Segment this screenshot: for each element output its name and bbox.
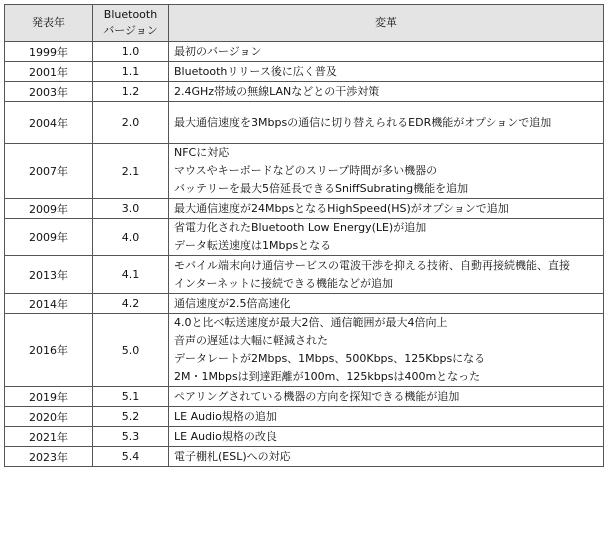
change-line: バッテリーを最大5倍延長できるSniffSubrating機能を追加 xyxy=(174,182,469,195)
cell-version: 4.2 xyxy=(93,294,169,314)
table-row xyxy=(5,407,604,427)
change-line: Bluetoothリリース後に広く普及 xyxy=(174,64,337,78)
header-version xyxy=(93,5,169,42)
cell-version: 4.1 xyxy=(93,256,169,294)
cell-change xyxy=(169,42,604,62)
header-version-line1: Bluetooth xyxy=(103,8,158,21)
change-line: ペアリングされている機器の方向を探知できる機能が追加 xyxy=(174,389,460,403)
cell-year: 2009年 xyxy=(5,199,93,219)
cell-version: 1.1 xyxy=(93,62,169,82)
cell-change xyxy=(169,447,604,467)
cell-version: 1.2 xyxy=(93,82,169,102)
cell-version: 5.0 xyxy=(93,314,169,387)
change-line: 2M・1Mbpsは到達距離が100m、125kbpsは400mとなった xyxy=(174,370,481,383)
cell-change xyxy=(169,144,604,199)
cell-version: 4.0 xyxy=(93,219,169,256)
header-year: 発表年 xyxy=(5,5,93,42)
change-line: インターネットに接続できる機能などが追加 xyxy=(174,276,394,290)
table-row xyxy=(5,256,604,294)
cell-year: 2020年 xyxy=(5,407,93,427)
cell-change xyxy=(169,387,604,407)
bluetooth-version-table xyxy=(4,4,604,467)
cell-version: 1.0 xyxy=(93,42,169,62)
change-line: 音声の遅延は大幅に軽減された xyxy=(174,334,328,347)
cell-change xyxy=(169,219,604,256)
change-line: LE Audio規格の追加 xyxy=(174,409,277,423)
cell-version: 3.0 xyxy=(93,199,169,219)
table-header xyxy=(5,5,604,42)
cell-version: 5.3 xyxy=(93,427,169,447)
cell-year: 2013年 xyxy=(5,256,93,294)
table-row xyxy=(5,82,604,102)
header-version-line2: バージョン xyxy=(103,24,158,37)
cell-version: 5.4 xyxy=(93,447,169,467)
table-body xyxy=(5,42,604,467)
cell-change xyxy=(169,82,604,102)
cell-version: 2.0 xyxy=(93,102,169,144)
cell-change xyxy=(169,314,604,387)
table-row xyxy=(5,102,604,144)
table-row xyxy=(5,62,604,82)
table-row xyxy=(5,447,604,467)
cell-change xyxy=(169,256,604,294)
cell-year: 2003年 xyxy=(5,82,93,102)
cell-year: 2009年 xyxy=(5,219,93,256)
cell-year: 2023年 xyxy=(5,447,93,467)
change-line: 最初のバージョン xyxy=(174,44,262,58)
change-line: 電子棚札(ESL)への対応 xyxy=(174,449,291,463)
change-line: 省電力化されたBluetooth Low Energy(LE)が追加 xyxy=(174,221,427,234)
change-line: 2.4GHz帯域の無線LANなどとの干渉対策 xyxy=(174,84,380,98)
cell-year: 2016年 xyxy=(5,314,93,387)
table-row xyxy=(5,427,604,447)
change-line: NFCに対応 xyxy=(174,146,230,159)
cell-year: 2019年 xyxy=(5,387,93,407)
table-row xyxy=(5,199,604,219)
cell-year: 2007年 xyxy=(5,144,93,199)
cell-year: 2001年 xyxy=(5,62,93,82)
change-line: データレートが2Mbps、1Mbps、500Kbps、125Kbpsになる xyxy=(174,352,486,365)
table-row xyxy=(5,219,604,256)
header-row xyxy=(5,5,604,42)
change-line: LE Audio規格の改良 xyxy=(174,429,277,443)
change-line: マウスやキーボードなどのスリープ時間が多い機器の xyxy=(174,164,438,177)
change-line: 4.0と比べ転送速度が最大2倍、通信範囲が最大4倍向上 xyxy=(174,316,448,329)
cell-change xyxy=(169,199,604,219)
cell-change xyxy=(169,407,604,427)
cell-version: 5.2 xyxy=(93,407,169,427)
table-row xyxy=(5,387,604,407)
cell-change xyxy=(169,62,604,82)
cell-year: 2004年 xyxy=(5,102,93,144)
change-line: 最大通信速度を3Mbpsの通信に切り替えられるEDR機能がオプションで追加 xyxy=(174,115,552,129)
cell-change xyxy=(169,427,604,447)
table-row xyxy=(5,42,604,62)
header-change: 変革 xyxy=(169,5,604,42)
cell-version: 2.1 xyxy=(93,144,169,199)
cell-year: 2014年 xyxy=(5,294,93,314)
cell-version: 5.1 xyxy=(93,387,169,407)
change-line: 最大通信速度が24MbpsとなるHighSpeed(HS)がオプションで追加 xyxy=(174,201,509,215)
change-line: モバイル端末向け通信サービスの電波干渉を抑える技術、自動再接続機能、直接 xyxy=(174,258,570,272)
change-line: データ転送速度は1Mbpsとなる xyxy=(174,239,332,252)
cell-change xyxy=(169,294,604,314)
cell-change xyxy=(169,102,604,144)
change-line: 通信速度が2.5倍高速化 xyxy=(174,296,291,310)
table-row xyxy=(5,294,604,314)
table-row xyxy=(5,144,604,199)
cell-year: 1999年 xyxy=(5,42,93,62)
cell-year: 2021年 xyxy=(5,427,93,447)
table-row xyxy=(5,314,604,387)
